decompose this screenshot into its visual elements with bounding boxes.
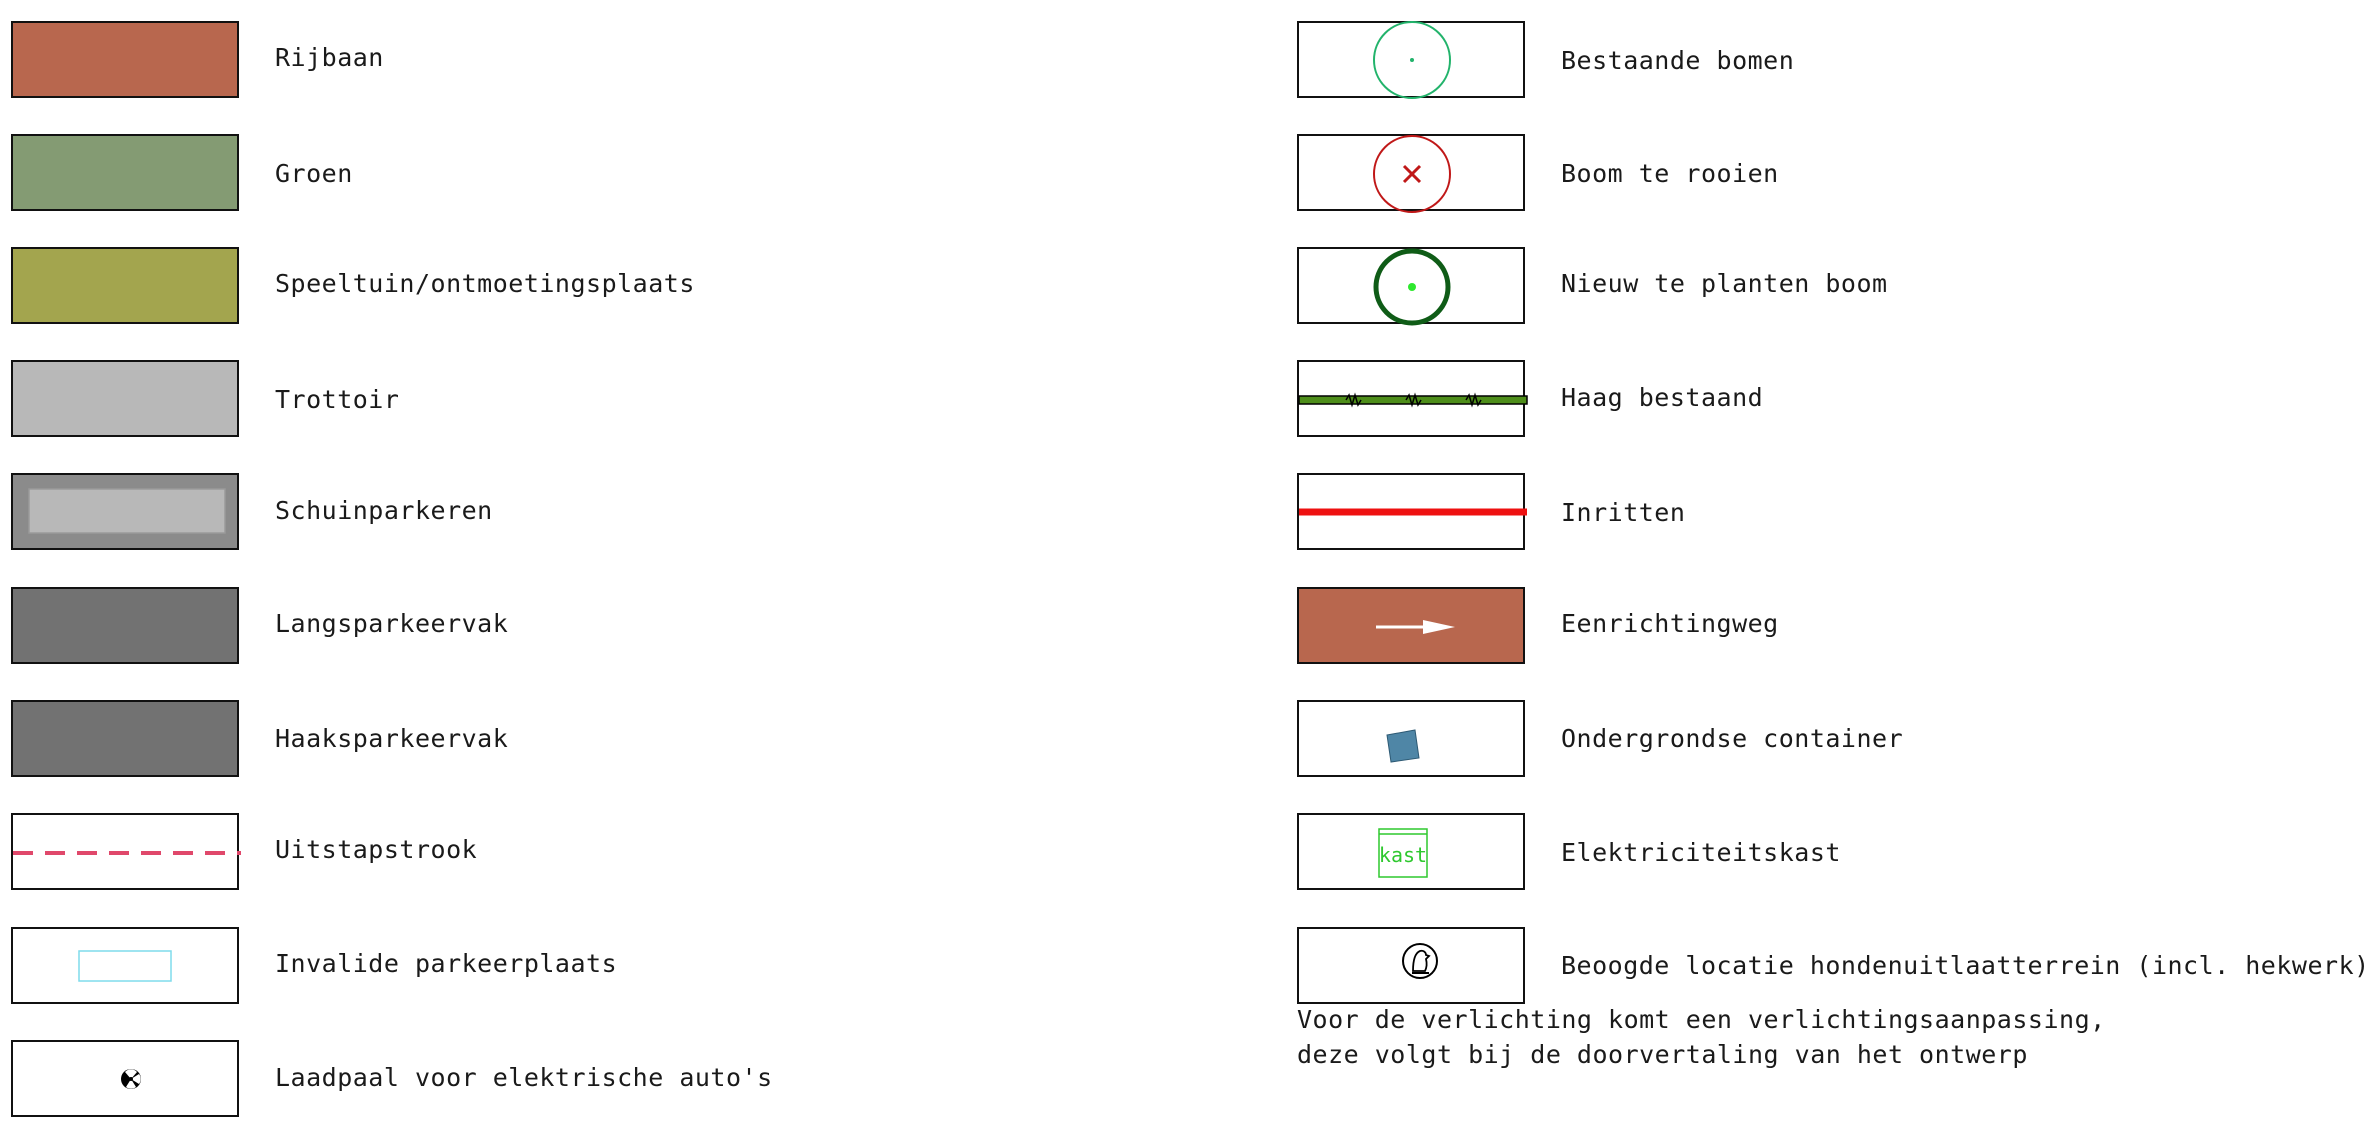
electricity-cabinet-icon — [1299, 815, 1523, 888]
swatch-eenrichtingweg — [1297, 587, 1525, 664]
swatch-speeltuin — [11, 247, 239, 324]
swatch-rijbaan — [11, 21, 239, 98]
speeltuin-fill — [13, 249, 237, 322]
hedge-icon — [1299, 362, 1523, 435]
label-container: Ondergrondse container — [1561, 724, 1904, 753]
label-invalide: Invalide parkeerplaats — [275, 949, 618, 978]
label-bestaande-bomen: Bestaande bomen — [1561, 46, 1795, 75]
haaksparkeervak-fill — [13, 702, 237, 775]
label-inritten: Inritten — [1561, 498, 1686, 527]
lighting-note — [1297, 1002, 2106, 1072]
label-langsparkeervak: Langsparkeervak — [275, 609, 509, 638]
swatch-uitstapstrook — [11, 813, 239, 890]
groen-fill — [13, 136, 237, 209]
dashed-line-icon — [13, 815, 237, 888]
swatch-trottoir — [11, 360, 239, 437]
entrance-line-icon — [1299, 475, 1523, 548]
swatch-container — [1297, 700, 1525, 777]
label-eenrichtingweg: Eenrichtingweg — [1561, 609, 1779, 638]
swatch-boom-te-rooien — [1297, 134, 1525, 211]
label-trottoir: Trottoir — [275, 385, 400, 414]
swatch-langsparkeervak — [11, 587, 239, 664]
label-nieuw-boom: Nieuw te planten boom — [1561, 269, 1888, 298]
dog-area-icon — [1299, 929, 1523, 1002]
swatch-invalide — [11, 927, 239, 1004]
label-haag: Haag bestaand — [1561, 383, 1764, 412]
label-speeltuin: Speeltuin/ontmoetingsplaats — [275, 269, 695, 298]
swatch-groen — [11, 134, 239, 211]
swatch-haaksparkeervak — [11, 700, 239, 777]
swatch-laadpaal — [11, 1040, 239, 1117]
rijbaan-fill — [13, 23, 237, 96]
label-hondenuitlaat: Beoogde locatie hondenuitlaatterrein (incl. hekwerk) — [1561, 951, 2370, 980]
swatch-bestaande-bomen — [1297, 21, 1525, 98]
label-schuinparkeren: Schuinparkeren — [275, 496, 493, 525]
note-line-1: Voor de verlichting komt een verlichtingsaanpassing, — [1297, 1005, 2106, 1034]
schuinparkeren-fill — [13, 475, 237, 548]
container-icon — [1299, 702, 1523, 775]
swatch-haag — [1297, 360, 1525, 437]
one-way-arrow-icon — [1299, 589, 1523, 662]
label-groen: Groen — [275, 159, 353, 188]
svg-text:kast: kast — [1378, 843, 1428, 867]
remove-tree-icon — [1299, 136, 1523, 209]
disabled-parking-icon — [13, 929, 237, 1002]
label-haaksparkeervak: Haaksparkeervak — [275, 724, 509, 753]
label-kast: Elektriciteitskast — [1561, 838, 1841, 867]
label-laadpaal: Laadpaal voor elektrische auto's — [275, 1063, 773, 1092]
swatch-schuinparkeren — [11, 473, 239, 550]
new-tree-icon — [1299, 249, 1523, 322]
label-uitstapstrook: Uitstapstrook — [275, 835, 478, 864]
trottoir-fill — [13, 362, 237, 435]
swatch-hondenuitlaat — [1297, 927, 1525, 1004]
existing-tree-icon — [1299, 23, 1523, 96]
langsparkeervak-fill — [13, 589, 237, 662]
label-boom-te-rooien: Boom te rooien — [1561, 159, 1779, 188]
charging-station-icon — [13, 1042, 237, 1115]
swatch-inritten — [1297, 473, 1525, 550]
note-line-2: deze volgt bij de doorvertaling van het ontwerp — [1297, 1040, 2028, 1069]
swatch-nieuw-boom — [1297, 247, 1525, 324]
swatch-kast — [1297, 813, 1525, 890]
label-rijbaan: Rijbaan — [275, 43, 384, 72]
